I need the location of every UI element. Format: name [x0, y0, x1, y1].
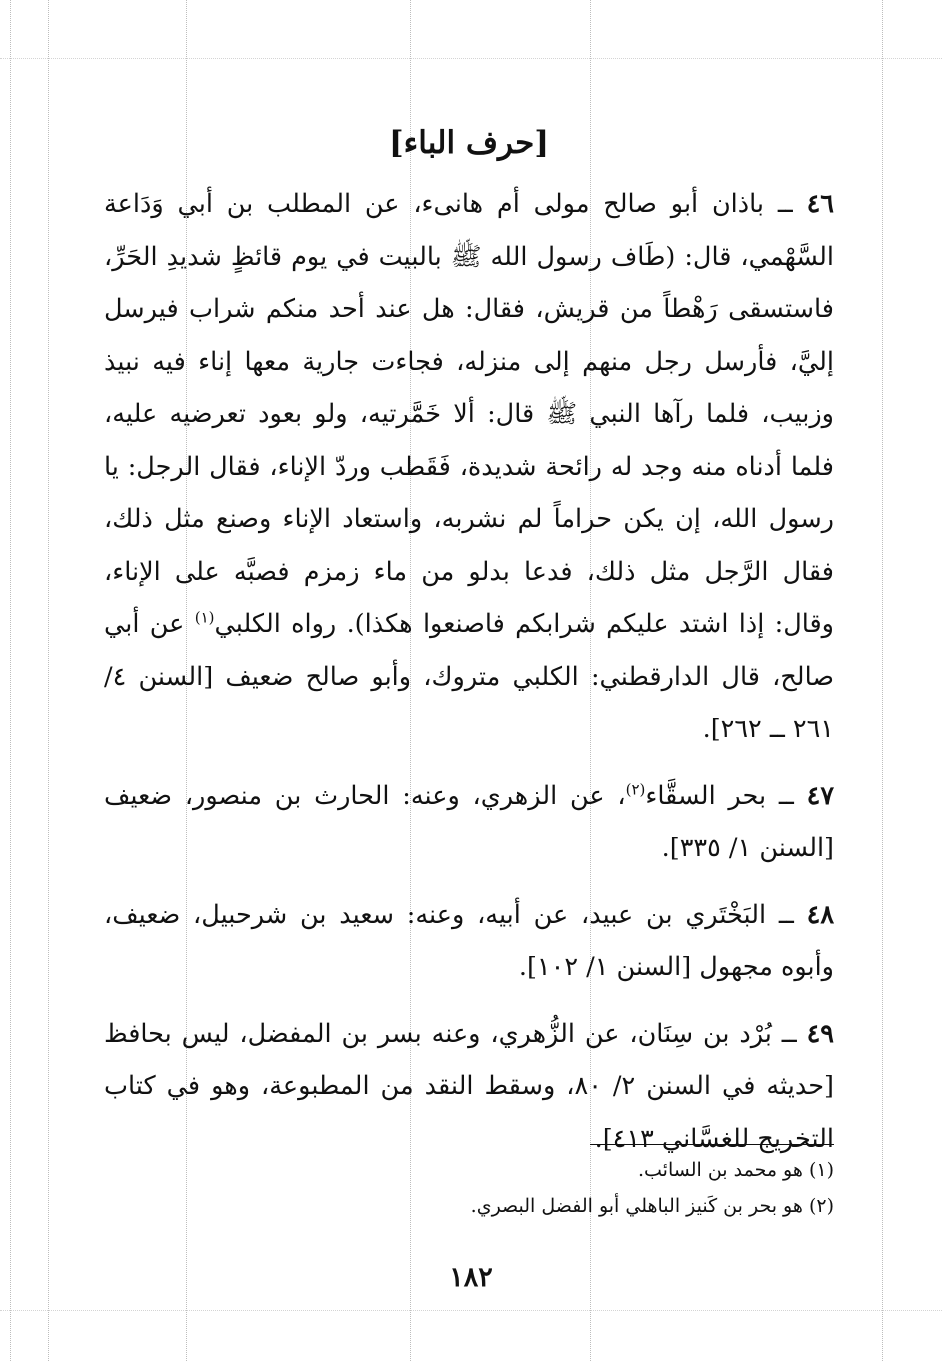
- guide-line: [0, 58, 942, 59]
- entry-number: ٤٧: [806, 780, 835, 811]
- main-text: [104, 118, 834, 1179]
- entry-text: باذان أبو صالح مولى أم هانىء، عن المطلب بن أبي وَدَاعة السَّهْمي، قال: (طَاف رسول الله ﷺ بالبيت في يوم قائظٍ شديدِ الحَرِّ، فاستسقى رَهْطاً من قريش، فقال: هل عند أحد منكم شراب فيرسل إليَّ، فأرسل رجل منهم إلى منزله، فجاءت جارية معها إناء فيه نبيذ وزبيب، فلما رآها النبي ﷺ قال: ألا خَمَّرتيه، ولو بعود تعرضيه عليه، فلما أدناه منه وجد له رائحة شديدة، فَقَطب وردّ الإناء، فقال الرجل: يا رسول الله، إن يكن حراماً لم نشربه، واستعاد الإناء وصنع مثل ذلك، فقال الرَّجل مثل ذلك، فدعا بدلو من ماء زمزم فصبَّه على الإناء، وقال: إذا اشتد عليكم شرابكم فاصنعوا هكذا). رواه الكلبي: [104, 189, 834, 639]
- entry-text: بُرْد بن سِنَان، عن الزُّهري، وعنه بسر بن المفضل، ليس بحافظ [حديثه في السنن ٢/ ٨٠، وسقط النقد من المطبوعة، وهو في كتاب التخريج للغسَّاني ٤١٣].: [104, 1018, 834, 1154]
- entry-text: البَخْتَري بن عبيد، عن أبيه، وعنه: سعيد بن شرحبيل، ضعيف، وأبوه مجهول [السنن ١/ ١٠٢].: [104, 899, 834, 982]
- entry-48: [104, 889, 834, 994]
- footnote-2: [404, 1188, 834, 1224]
- footnote-ref: (٢): [625, 780, 646, 798]
- entry-46: [104, 178, 834, 756]
- entry-49: [104, 1008, 834, 1166]
- entry-dash: ــ: [777, 189, 793, 219]
- entry-number: ٤٨: [806, 899, 835, 930]
- entry-text-continued: ، عن الزهري، وعنه: الحارث بن منصور، ضعيف [السنن ١/ ٣٣٥].: [104, 780, 834, 863]
- section-heading: [حرف الباء]: [389, 125, 549, 161]
- footnote-text: هو محمد بن السائب.: [637, 1159, 803, 1181]
- entry-text: بحر السقَّاء: [645, 780, 767, 811]
- footnote-text: هو بحر بن كَنيز الباهلي أبو الفضل البصري.: [470, 1195, 803, 1217]
- footnote-marker: (٢): [808, 1195, 834, 1217]
- entry-dash: ــ: [778, 899, 794, 930]
- entry-text-continued: عن أبي صالح، قال الدارقطني: الكلبي متروك، وأبو صالح ضعيف [السنن ٤/ ٢٦١ ــ ٢٦٢].: [104, 609, 834, 744]
- entry-number: ٤٩: [806, 1018, 835, 1049]
- guide-line: [0, 1310, 942, 1311]
- guide-line: [882, 0, 883, 1361]
- footnote-marker: (١): [808, 1159, 834, 1181]
- page-number: ١٨٢: [449, 1262, 493, 1293]
- entry-47: [104, 770, 834, 875]
- entry-number: ٤٦: [806, 189, 835, 219]
- footnote-separator: [590, 1144, 834, 1145]
- guide-line: [10, 0, 11, 1361]
- entry-dash: ــ: [778, 780, 794, 811]
- footnote-ref: (١): [194, 608, 215, 627]
- footnote-1: [404, 1152, 834, 1188]
- entry-dash: ــ: [781, 1018, 797, 1049]
- guide-line: [48, 0, 49, 1361]
- footnotes: [404, 1152, 834, 1224]
